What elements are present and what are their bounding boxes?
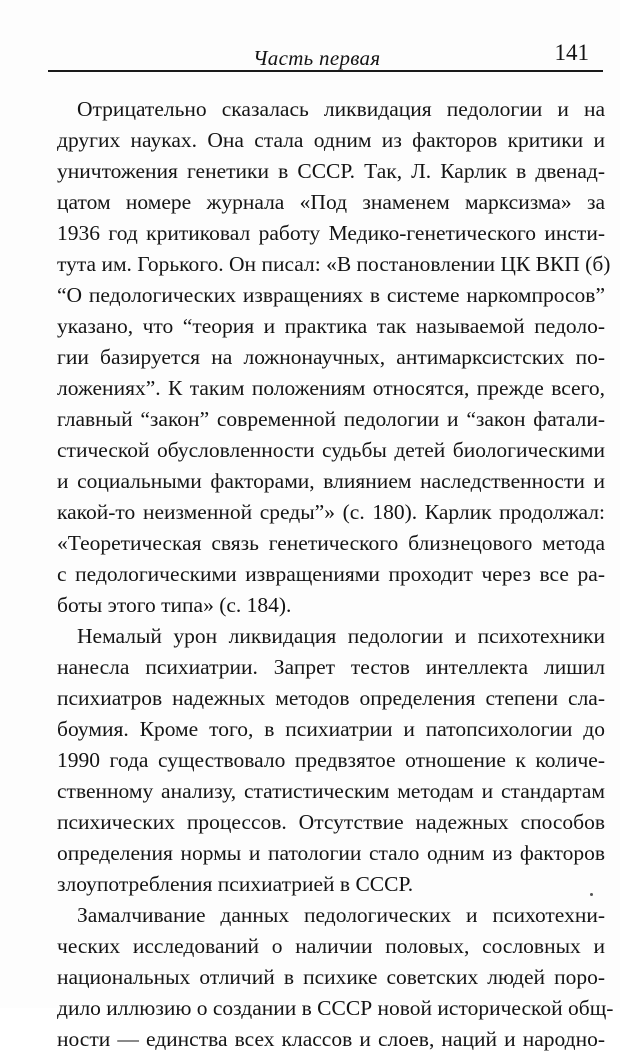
text-line: главный “закон” современной педологии и “закон фатали- bbox=[57, 407, 605, 431]
text-line: Немалый урон ликвидация педологии и психотехники bbox=[77, 624, 605, 648]
text-line: боты этого типа» (с. 184). bbox=[57, 593, 292, 617]
text-line: ности — единства всех классов и слоев, наций и народно- bbox=[57, 1027, 605, 1051]
text-line: “О педологических извращениях в системе наркомпросов” bbox=[57, 283, 605, 307]
text-line: 1936 год критиковал работу Медико-генетического инсти- bbox=[57, 221, 605, 245]
scan-speck bbox=[590, 893, 593, 896]
text-line: и социальными факторами, влиянием наследственности и bbox=[57, 469, 605, 493]
text-line: нанесла психиатрии. Запрет тестов интеллекта лишил bbox=[57, 655, 605, 679]
running-head-title: Часть первая bbox=[253, 46, 381, 70]
page-number: 141 bbox=[554, 40, 589, 65]
text-line: других науках. Она стала одним из факторов критики и bbox=[57, 128, 605, 152]
header-rule bbox=[48, 70, 603, 72]
text-line: Отрицательно сказалась ликвидация педологии и на bbox=[77, 97, 605, 121]
paragraph-3 bbox=[57, 900, 614, 1055]
text-line: стической обусловленности судьбы детей биологическими bbox=[57, 438, 605, 462]
text-line: ложениях”. К таким положениям относятся, прежде всего, bbox=[57, 376, 605, 400]
text-line: дило иллюзию о создании в СССР новой исторической общ- bbox=[57, 996, 614, 1020]
text-line: Замалчивание данных педологических и психотехни- bbox=[77, 903, 605, 927]
text-line: гии базируется на ложнонаучных, антимарксистских по- bbox=[57, 345, 605, 369]
text-line: боумия. Кроме того, в психиатрии и патопсихологии до bbox=[57, 717, 605, 741]
text-line: указано, что “теория и практика так называемой педоло- bbox=[57, 314, 605, 338]
text-line: «Теоретическая связь генетического близнецового метода bbox=[57, 531, 605, 555]
text-line: какой-то неизменной среды”» (с. 180). Карлик продолжал: bbox=[57, 500, 605, 524]
text-line: национальных отличий в психике советских людей поро- bbox=[57, 965, 605, 989]
text-line: 1990 года существовало предвзятое отношение к количе- bbox=[57, 748, 605, 772]
text-line: психических процессов. Отсутствие надежных способов bbox=[57, 810, 605, 834]
text-line: ственному анализу, статистическим методам и стандартам bbox=[57, 779, 605, 803]
text-line: уничтожения генетики в СССР. Так, Л. Карлик в двенад- bbox=[57, 159, 605, 183]
text-line: тута им. Горького. Он писал: «В постановлении ЦК ВКП (б) bbox=[57, 252, 611, 276]
paragraph-2 bbox=[57, 621, 605, 900]
running-head bbox=[48, 38, 603, 72]
paragraph-1 bbox=[57, 94, 611, 621]
text-line: цатом номере журнала «Под знаменем марксизма» за bbox=[57, 190, 605, 214]
text-line: ческих исследований о наличии половых, сословных и bbox=[57, 934, 605, 958]
text-line: с педологическими извращениями проходит через все ра- bbox=[57, 562, 605, 586]
body-text bbox=[57, 94, 614, 1055]
text-line: психиатров надежных методов определения степени сла- bbox=[57, 686, 605, 710]
text-line: определения нормы и патологии стало одним из факторов bbox=[57, 841, 605, 865]
text-line: злоупотребления психиатрией в СССР. bbox=[57, 872, 414, 896]
